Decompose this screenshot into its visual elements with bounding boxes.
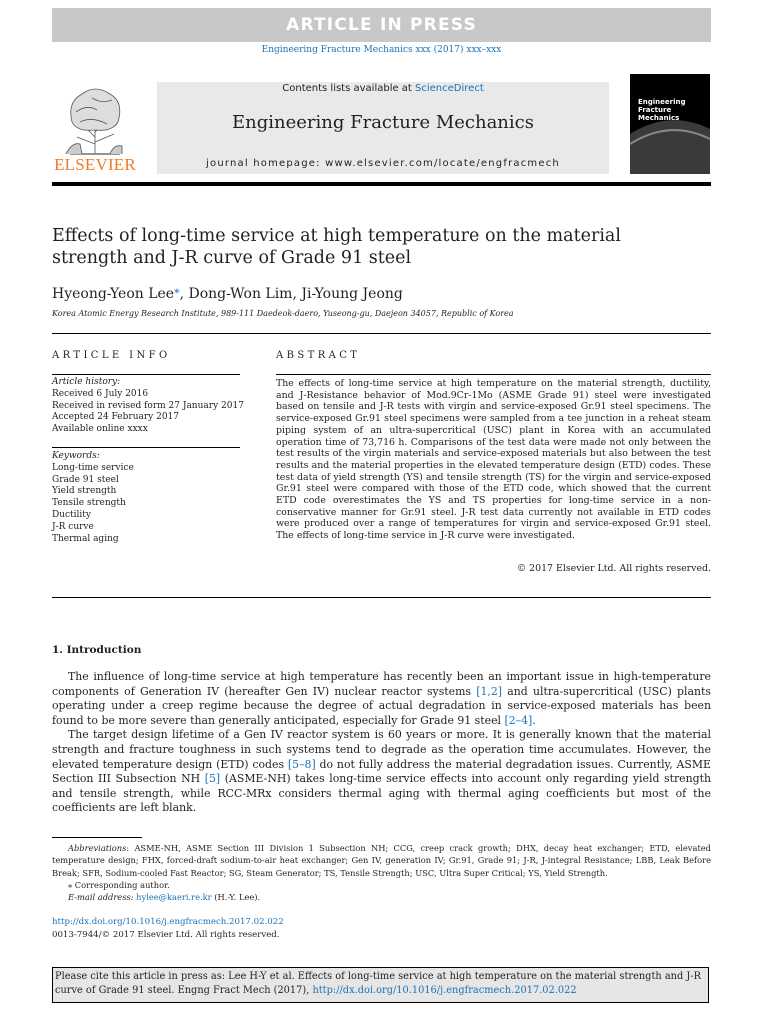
keyword-item: Tensile strength [52, 498, 126, 509]
article-history [52, 377, 244, 436]
keyword-item: Yield strength [52, 486, 117, 497]
doi-block [52, 916, 284, 941]
abbreviations-footnote: Abbreviations: ASME-NH, ASME Section III Division 1 Subsection NH; CCG, creep crack growth; DHX, decay heat exchanger; ETD, elevated temperature design; FHX, forced-draft sodium-to-air heat exchanger; Gen IV, generation IV; Gr.91, Grade 91; J-R, J-integral Resistance; LBB, Leak Before Break; SFR, Sodium-cooled Fast Reactor; SG, Steam Generator; TS, Tensile Strength; USC, Ultra Super Critical; YS, Yield Strength. [52, 843, 711, 878]
author-list [52, 283, 403, 302]
history-item: Received in revised form 27 January 2017 [52, 400, 244, 411]
intro-paragraph-1: The influence of long-time service at high temperature has recently been an important issue in high-temperature components of Generation IV (hereafter Gen IV) nuclear reactor systems [1,2] and ultra-supercritical (USC) plants operating under a creep regime because the degree of actual degradation in service-exposed materials has been found to be more severe than generally anticipated, especially for Grade 91 steel [2–4]. [52, 670, 711, 727]
author-email-link[interactable]: hylee@kaeri.re.kr [136, 892, 212, 903]
citation-link[interactable]: [5–8] [287, 757, 316, 771]
citation-text: Please cite this article in press as: Lee H-Y et al. Effects of long-time service at high temperature on the material strength and J-R curve of Grade 91 steel. Engng Fract Mech (2017), [55, 971, 701, 997]
keyword-item: Grade 91 steel [52, 474, 119, 485]
header-divider [52, 182, 711, 186]
keyword-item: Thermal aging [52, 533, 119, 544]
citation-link[interactable]: [1,2] [476, 684, 503, 698]
keywords-label: Keywords: [52, 451, 100, 461]
cover-title: Engineering Fracture Mechanics [638, 98, 686, 122]
footnotes [52, 842, 711, 903]
corresponding-author-footnote: ⁎ Corresponding author. [68, 879, 170, 890]
abstract-rule [276, 374, 711, 375]
article-in-press-banner: ARTICLE IN PRESS [52, 8, 711, 42]
journal-homepage[interactable]: journal homepage: www.elsevier.com/locate/engfracmech [206, 158, 560, 169]
other-authors: , Dong-Won Lim, Ji-Young Jeong [179, 286, 403, 302]
paper-title: Effects of long-time service at high temperature on the material strength and J-R curve of Grade 91 steel [52, 226, 621, 268]
citation-link[interactable]: [2–4] [504, 713, 533, 727]
author-lee: Hyeong-Yeon Lee [52, 286, 175, 302]
section-heading-introduction: 1. Introduction [52, 644, 142, 656]
doi-link[interactable]: http://dx.doi.org/10.1016/j.engfracmech.2017.02.022 [52, 917, 284, 927]
keywords [52, 451, 134, 545]
abstract-copyright: © 2017 Elsevier Ltd. All rights reserved. [516, 563, 711, 574]
journal-title: Engineering Fracture Mechanics [232, 112, 534, 133]
history-item: Available online xxxx [52, 424, 148, 435]
intro-paragraph-2: The target design lifetime of a Gen IV reactor system is 60 years or more. It is generally known that the material strength and fracture toughness in such systems tend to degrade as the operation time accumulates. However, the elevated temperature design (ETD) codes [5–8] do not fully address the material degradation issues. Currently, ASME Section III Subsection NH [5] (ASME-NH) takes long-time service effects into account only regarding yield strength and tensile strength, while RCC-MRx considers thermal aging with thermal aging coefficients but most of the coefficients are left blank. [52, 728, 711, 815]
abstract-end-divider [52, 597, 711, 598]
contents-line [157, 83, 609, 94]
citation-link[interactable]: [5] [204, 772, 221, 786]
journal-cover-image [630, 74, 710, 174]
issn-line: 0013-7944/© 2017 Elsevier Ltd. All rights reserved. [52, 929, 280, 940]
abstract-text: The effects of long-time service at high temperature on the material strength, ductility, and J-Resistance behavior of Mod.9Cr-1Mo (ASME Grade 91) steel were investigated based on tensile and J-R tests with virgin and service-exposed Gr.91 steel specimens. The service-exposed Gr.91 steel specimens were sampled from a tee junction in a reheat steam piping system of an ultra-supercritical (USC) plant in Korea with an accumulated operation time of 73,716 h. Comparisons of the test data were made not only between the test results of the virgin materials and service-exposed materials but also between the test results and the material properties in the elevated temperature design (ETD) codes. These test data of yield strength (YS) and tensile strength (TS) for the virgin and service-exposed Gr.91 steel were compared with those of the ETD code, which showed that the current ETD code overestimates the YS and TS properties for long-time service in a non-conservative manner for Gr.91 steel. J-R test data currently not available in ETD codes were produced over a range of temperatures for virgin and service-exposed Gr.91 steel. The effects of long-time service in J-R curve were investigated. [276, 378, 711, 542]
abstract-heading: ABSTRACT [276, 350, 361, 361]
email-footnote: E-mail address: hylee@kaeri.re.kr (H.-Y. Lee). [68, 892, 261, 903]
article-info-heading: ARTICLE INFO [52, 350, 171, 361]
corresponding-author-marker[interactable]: ⁎ [174, 283, 180, 296]
journal-header [157, 82, 609, 174]
keyword-item: Long-time service [52, 462, 134, 473]
citation-box [52, 967, 709, 1003]
journal-reference[interactable]: Engineering Fracture Mechanics xxx (2017) xxx–xxx [261, 45, 502, 55]
history-item: Received 6 July 2016 [52, 388, 149, 399]
cover-graphic [630, 74, 710, 174]
history-label: Article history: [52, 377, 121, 387]
footnote-rule [52, 837, 142, 838]
contents-prefix: Contents lists available at [282, 83, 416, 94]
citation-doi-link[interactable]: http://dx.doi.org/10.1016/j.engfracmech.2017.02.022 [312, 985, 577, 997]
keywords-rule [52, 447, 240, 448]
article-info-rule [52, 374, 240, 375]
introduction-body [52, 670, 711, 816]
history-item: Accepted 24 February 2017 [52, 412, 180, 423]
keyword-item: J-R curve [52, 521, 94, 532]
elsevier-wordmark: ELSEVIER [54, 155, 136, 174]
title-divider [52, 333, 711, 334]
sciencedirect-link[interactable]: ScienceDirect [415, 83, 484, 94]
affiliation: Korea Atomic Energy Research Institute, 989-111 Daedeok-daero, Yuseong-gu, Daejeon 34057, Republic of Korea [52, 309, 514, 318]
keyword-item: Ductility [52, 509, 92, 520]
